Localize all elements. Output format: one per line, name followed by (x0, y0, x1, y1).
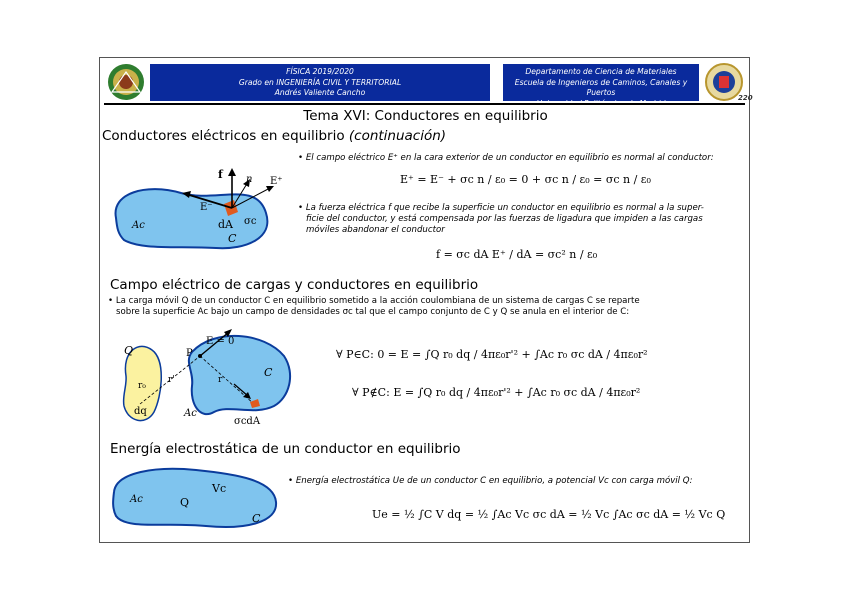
label-ac: Ac (184, 408, 197, 419)
section-heading-1: Conductores eléctricos en equilibrio (continuación) (102, 128, 447, 144)
equation-field-normal: E⁺ = E⁻ + σc n / ε₀ = 0 + σc n / ε₀ = σc n / ε₀ (400, 173, 651, 186)
label-q: Q (124, 344, 134, 357)
label-sigma: σc (244, 216, 257, 227)
label-f: f (218, 168, 223, 181)
header-course-box (150, 64, 490, 101)
label-q: Q (180, 496, 190, 509)
page-number: 220 (738, 94, 753, 102)
label-p: P (186, 348, 193, 359)
equation-field-inside: ∀ P∈C: 0 = E = ∫Q r₀ dq / 4πε₀r'² + ∫Ac r₀ σc dA / 4πε₀r² (336, 348, 648, 361)
header-department-box (503, 64, 699, 101)
label-c: C (264, 366, 273, 379)
header-line: Escuela de Ingenieros de Caminos, Canales y Puertos (514, 77, 688, 97)
equation-energy: Ue = ½ ∫C V dq = ½ ∫Ac Vc σc dA = ½ Vc ∫Ac σc dA = ½ Vc Q (372, 508, 726, 521)
slide (99, 57, 753, 543)
label-eplus: E⁺ (270, 176, 283, 187)
label-c: C (228, 232, 237, 245)
label-r0: r₀ (138, 381, 146, 391)
equation-field-outside: ∀ P∉C: E = ∫Q r₀ dq / 4πε₀r'² + ∫Ac r₀ σc dA / 4πε₀r² (352, 386, 641, 399)
bullet-charge-distribution: • La carga móvil Q de un conductor C en equilibrio sometido a la acción coulombiana de un sistema de cargas C se reparte sobre la superficie Ac bajo un campo de densidades σc tal que el campo conjunto de C y Q se anula en el interior de C: (108, 296, 640, 317)
label-n: n (246, 174, 253, 185)
conductor-energy-figure (106, 460, 286, 534)
label-vc: Vc (212, 482, 227, 495)
label-ac: Ac (132, 220, 145, 231)
header-divider (104, 103, 745, 105)
label-da: dA (218, 218, 233, 231)
header-line: Grado en INGENIERÍA CIVIL Y TERRITORIAL (238, 77, 402, 87)
label-ac: Ac (130, 494, 143, 505)
bullet-field-normal: • El campo eléctrico E⁺ en la cara exterior de un conductor en equilibrio es normal al conductor: (298, 153, 714, 163)
label-c: C (252, 512, 261, 525)
section-heading-3: Energía electrostática de un conductor en equilibrio (110, 441, 461, 457)
slide-title: Tema XVI: Conductores en equilibrio (303, 108, 548, 124)
label-rp: r' (168, 375, 175, 385)
conductor-surface-figure (106, 158, 296, 253)
label-r: r (218, 375, 223, 385)
header-line: Departamento de Ciencia de Materiales (525, 67, 677, 76)
label-dq: dq (134, 406, 147, 417)
charges-conductor-figure (114, 326, 294, 428)
section-heading-2: Campo eléctrico de cargas y conductores en equilibrio (110, 277, 479, 293)
bullet-energy: • Energía electrostática Ue de un conductor C en equilibrio, a potencial Vc con carga móvil Q: (288, 476, 693, 486)
equation-force: f = σc dA E⁺ / dA = σc² n / ε₀ (436, 248, 598, 261)
header-line: Andrés Valiente Cancho (274, 88, 366, 97)
label-eminus: E⁻ (200, 202, 213, 213)
bullet-force: • La fuerza eléctrica f que recibe la superficie un conductor en equilibrio es normal a la super- ficie del conductor, y está compensada por las fuerzas de ligadura que impiden a las cargas móviles abandonar el conductor (298, 203, 704, 235)
school-logo-icon (106, 62, 146, 102)
label-sigma-da: σcdA (234, 416, 261, 427)
header-line: FÍSICA 2019/2020 (286, 67, 354, 76)
label-e0: E = 0 (206, 336, 235, 347)
